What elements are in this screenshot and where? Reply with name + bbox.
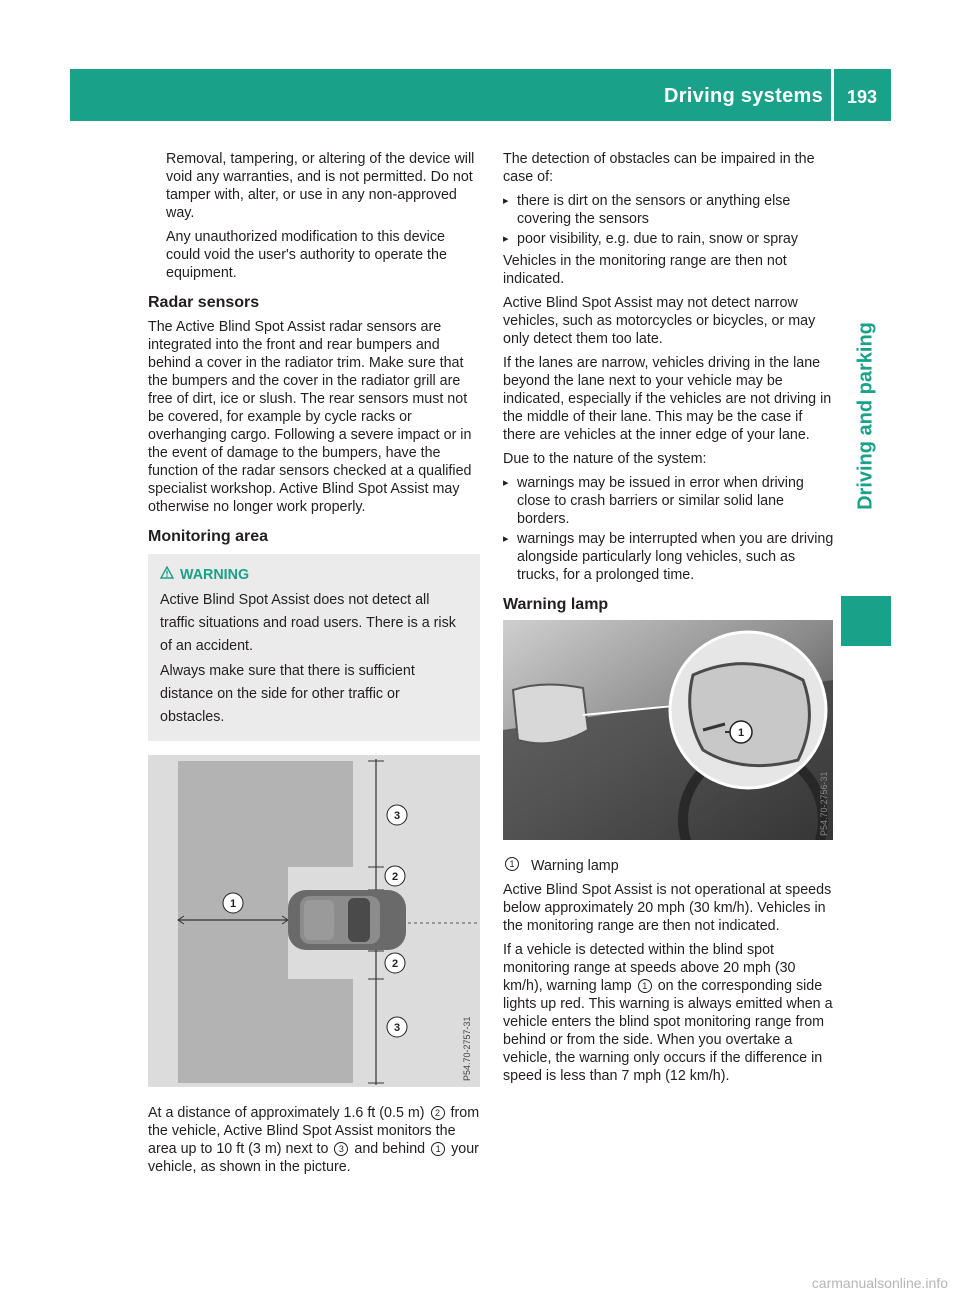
not-indicated-text: Vehicles in the monitoring range are then not indicated.: [503, 253, 787, 287]
list-item: ▸ warnings may be interrupted when you are driving alongside particularly long vehicles, such as trucks, for a prolonged time.: [503, 530, 835, 584]
narrow-vehicles-text: Active Blind Spot Assist may not detect narrow vehicles, such as motorcycles or bicycles, or may only detect them too late.: [503, 295, 816, 347]
zone-side: [178, 867, 288, 979]
monitoring-area-diagram: [148, 755, 480, 1092]
car-top-view: [288, 890, 406, 950]
list-item: ▸ there is dirt on the sensors or anything else covering the sensors: [503, 192, 835, 228]
radar-sensors-heading: Radar sensors: [148, 294, 260, 311]
inline-marker-3: 3: [334, 1142, 348, 1156]
legend-marker-1: 1: [505, 857, 519, 871]
fcc-note: Removal, tampering, or altering of the device will void any warranties, and is not permitted. Do not tamper with, alter, or use in any non-approved way.: [166, 151, 475, 221]
right-column: [503, 150, 835, 1091]
monitoring-caption: At a distance of approximately 1.6 ft (0.5 m) 2 from the vehicle, Active Blind Spot Assist monitors the area up to 10 ft (3 m) next to 3 and behind 1 your vehicle, as shown in the picture.: [148, 1105, 480, 1175]
inline-marker-1: 1: [638, 979, 652, 993]
list-item: ▸ poor visibility, e.g. due to rain, snow or spray: [503, 230, 835, 248]
warning-triangle-icon: [160, 564, 174, 587]
speed-threshold-text: Active Blind Spot Assist is not operational at speeds below approximately 20 mph (30 km/h). Vehicles in the monitoring range are then not indicated.: [503, 882, 832, 934]
marker-1: 1: [229, 898, 237, 910]
monitoring-area-heading: Monitoring area: [148, 528, 269, 545]
marker-2-rear: 2: [391, 958, 399, 970]
watermark: carmanualsonline.info: [811, 1275, 948, 1291]
marker-2-front: 2: [391, 871, 399, 883]
warning-box: [148, 554, 480, 741]
detection-list: [503, 192, 835, 248]
fcc-note-2: Any unauthorized modification to this device could void the user's authority to operate the equipment.: [166, 229, 447, 281]
chapter-tab-label: Driving and parking: [854, 322, 877, 510]
figure-legend: [503, 857, 835, 875]
warning-text: Active Blind Spot Assist does not detect all traffic situations and road users. There is a risk of an accident.: [160, 592, 456, 654]
warning-title: WARNING: [180, 567, 250, 583]
list-item: ▸ warnings may be issued in error when driving close to crash barriers or similar solid lane borders.: [503, 474, 835, 528]
marker-3-top: 3: [393, 810, 401, 822]
zone-rear-top: [178, 761, 353, 867]
left-column: [148, 150, 480, 1182]
inline-marker-2: 2: [431, 1106, 445, 1120]
header-divider: [831, 69, 834, 121]
detection-intro: The detection of obstacles can be impaired in the case of:: [503, 151, 815, 185]
chapter-marker: [841, 596, 891, 646]
marker-1: 1: [737, 727, 745, 739]
page-number: 193: [846, 87, 878, 107]
warning-lamp-photo: [503, 620, 835, 845]
warning-lamp-heading: Warning lamp: [503, 596, 609, 613]
figure-code: P54.70-2756-31: [819, 771, 829, 836]
warning-lamp-svg: [503, 620, 833, 840]
warning-text-2: Always make sure that there is sufficient distance on the side for other traffic or obstacles.: [160, 663, 415, 725]
detected-vehicle-text: If a vehicle is detected within the blind spot monitoring range at speeds above 20 mph (30 km/h), warning lamp 1 on the corresponding side lights up red. This warning is always emitted when a vehicle enters the blind spot monitoring range from behind or from the side. When you overtake a vehicle, the warning only occurs if the difference in speed is less than 7 mph (12 km/h).: [503, 942, 833, 1084]
zone-rear-bottom: [178, 979, 353, 1083]
monitoring-area-svg: [148, 755, 480, 1087]
figure-code: P54.70-2757-31: [462, 1016, 472, 1081]
system-nature-list: [503, 474, 835, 584]
narrow-lanes-text: If the lanes are narrow, vehicles driving in the lane beyond the lane next to your vehicle may be indicated, especially if the vehicles are not driving in the middle of their lane. This may be the case if there are vehicles at the inner edge of your lane.: [503, 355, 832, 443]
legend-label: Warning lamp: [531, 858, 619, 874]
radar-sensors-text: The Active Blind Spot Assist radar sensors are integrated into the front and rear bumpers and behind a cover in the radiator trim. Make sure that the bumpers and the cover in the radiator grill are free of dirt, ice or slush. The rear sensors must not be covered, for example by cycle racks or overhanging cargo. Following a severe impact or in the event of damage to the bumpers, have the function of the radar sensors checked at a qualified specialist workshop. Active Blind Spot Assist may otherwise no longer work properly.: [148, 319, 472, 515]
system-nature-intro: Due to the nature of the system:: [503, 451, 707, 467]
chapter-tab: [841, 243, 891, 590]
section-title: Driving systems: [663, 85, 823, 107]
inline-marker-1: 1: [431, 1142, 445, 1156]
marker-3-bottom: 3: [393, 1022, 401, 1034]
